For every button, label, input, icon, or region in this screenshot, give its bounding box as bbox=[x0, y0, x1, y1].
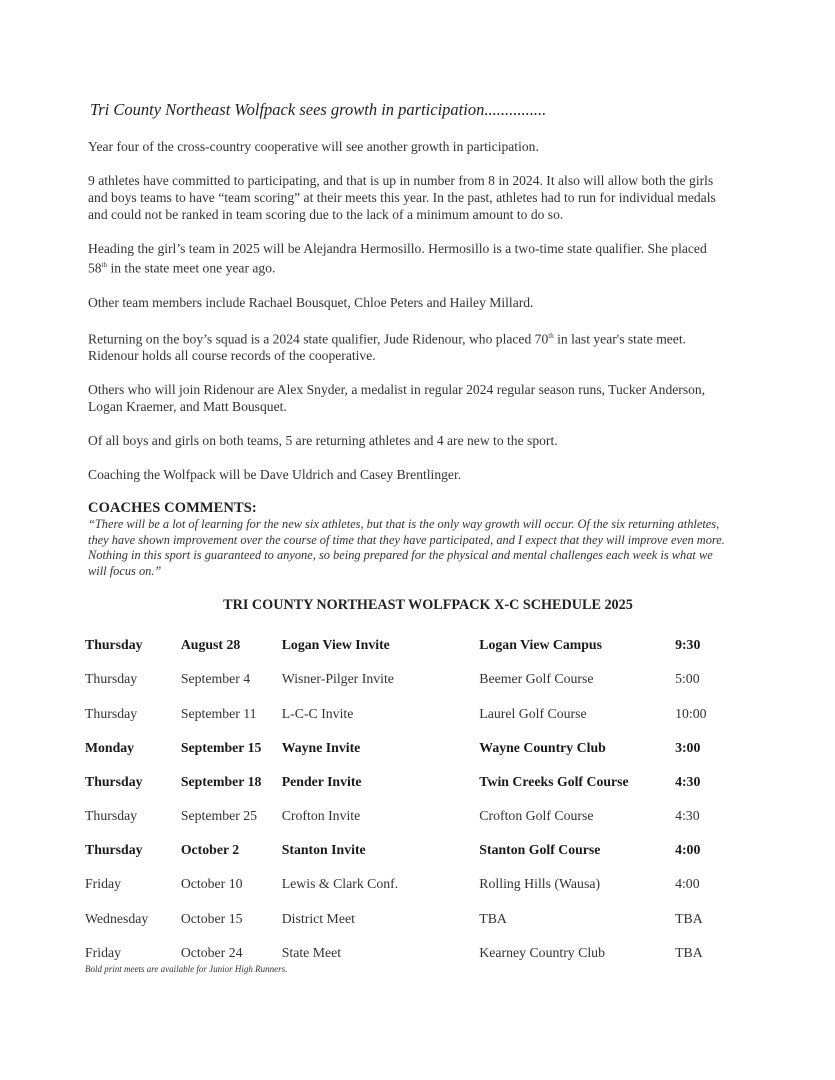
schedule-event: Logan View Invite bbox=[281, 637, 390, 653]
schedule-location: TBA bbox=[479, 910, 507, 926]
schedule-time: 4:00 bbox=[675, 842, 701, 858]
schedule-event: Stanton Invite bbox=[281, 842, 366, 858]
schedule-date: September 4 bbox=[180, 671, 251, 687]
schedule-location: Rolling Hills (Wausa) bbox=[479, 876, 601, 892]
schedule-location: Laurel Golf Course bbox=[479, 705, 587, 721]
schedule-row bbox=[85, 833, 725, 867]
schedule-location: Twin Creeks Golf Course bbox=[479, 773, 629, 789]
hermosillo-text-end: in the state meet one year ago. bbox=[107, 260, 276, 276]
schedule-date: August 28 bbox=[180, 637, 241, 653]
paragraph-girls-team bbox=[88, 240, 728, 277]
schedule-date: October 10 bbox=[180, 876, 243, 892]
schedule-event: Crofton Invite bbox=[281, 808, 361, 824]
schedule-day: Thursday bbox=[85, 842, 143, 858]
schedule-day: Thursday bbox=[85, 808, 138, 824]
schedule-day: Thursday bbox=[85, 705, 138, 721]
schedule-row bbox=[85, 902, 725, 936]
schedule-row bbox=[85, 799, 725, 833]
schedule-table bbox=[85, 628, 725, 970]
paragraph-boys-squad bbox=[88, 328, 728, 365]
schedule-day: Thursday bbox=[85, 671, 138, 687]
article-headline: Tri County Northeast Wolfpack sees growth in participation............... bbox=[90, 100, 547, 119]
schedule-row bbox=[85, 765, 725, 799]
schedule-location: Beemer Golf Course bbox=[479, 671, 594, 687]
schedule-time: TBA bbox=[675, 944, 703, 960]
schedule-event: State Meet bbox=[281, 944, 342, 960]
ridenour-text-end: in last year's state meet. Ridenour holds all course records of the cooperative. bbox=[88, 331, 687, 364]
schedule-event: District Meet bbox=[281, 910, 355, 926]
schedule-day: Friday bbox=[85, 876, 122, 892]
schedule-location: Crofton Golf Course bbox=[479, 808, 594, 824]
schedule-row bbox=[85, 662, 725, 696]
paragraph-returning-count: Of all boys and girls on both teams, 5 are returning athletes and 4 are new to the sport. bbox=[88, 433, 558, 449]
schedule-event: Lewis & Clark Conf. bbox=[281, 876, 399, 892]
paragraph-year-four: Year four of the cross-country cooperative will see another growth in participation. bbox=[88, 139, 539, 154]
schedule-time: 10:00 bbox=[675, 705, 707, 721]
schedule-row bbox=[85, 867, 725, 901]
schedule-date: September 11 bbox=[180, 705, 257, 721]
schedule-time: 5:00 bbox=[675, 671, 700, 687]
schedule-date: October 15 bbox=[180, 910, 243, 926]
schedule-date: September 18 bbox=[180, 773, 262, 789]
schedule-time: 3:00 bbox=[675, 739, 701, 755]
schedule-time: 4:30 bbox=[675, 773, 701, 789]
schedule-row bbox=[85, 731, 725, 765]
schedule-event: Wisner-Pilger Invite bbox=[281, 671, 394, 687]
schedule-day: Wednesday bbox=[85, 910, 149, 926]
schedule-time: 4:30 bbox=[675, 808, 700, 824]
schedule-time: 4:00 bbox=[675, 876, 700, 892]
coaches-comments-heading: COACHES COMMENTS: bbox=[88, 500, 257, 517]
ridenour-text-start: Returning on the boy’s squad is a 2024 state qualifier, Jude Ridenour, who placed 70 bbox=[88, 331, 549, 347]
schedule-event: Pender Invite bbox=[281, 773, 362, 789]
schedule-time: TBA bbox=[675, 910, 703, 926]
hermosillo-ordinal: th bbox=[101, 261, 108, 269]
schedule-footnote: Bold print meets are available for Junior High Runners. bbox=[85, 963, 288, 974]
schedule-day: Thursday bbox=[85, 773, 143, 789]
paragraph-athletes-committed: 9 athletes have committed to participating, and that is up in number from 8 in 2024. It also will allow both the girls and boys teams to have “team scoring” at their meets this year. In the past, athletes had to run for individual medals and could not be ranked in team scoring due to the lack of a minimum amount to do so. bbox=[88, 173, 716, 222]
schedule-day: Monday bbox=[85, 739, 135, 755]
paragraph-other-girls: Other team members include Rachael Bousquet, Chloe Peters and Hailey Millard. bbox=[88, 294, 534, 310]
schedule-row bbox=[85, 696, 725, 730]
schedule-day: Thursday bbox=[85, 637, 143, 653]
coaches-quote: “There will be a lot of learning for the new six athletes, but that is the only way growth will occur. Of the six returning athletes, they have shown improvement over the course of time that they have participated, and I expect that they will improve even more. Nothing in this sport is guaranteed to anyone, so being prepared for the physical and mental challenges each week is what we will focus on.” bbox=[88, 517, 725, 578]
schedule-date: September 15 bbox=[180, 739, 262, 755]
schedule-date: October 2 bbox=[180, 842, 240, 858]
schedule-location: Stanton Golf Course bbox=[479, 842, 601, 858]
document-page bbox=[85, 100, 728, 974]
schedule-location: Wayne Country Club bbox=[479, 739, 606, 755]
schedule-time: 9:30 bbox=[675, 637, 701, 653]
schedule-location: Logan View Campus bbox=[479, 637, 602, 653]
schedule-date: October 24 bbox=[180, 944, 243, 960]
schedule-event: Wayne Invite bbox=[281, 739, 361, 755]
hermosillo-text-start: Heading the girl’s team in 2025 will be Alejandra Hermosillo. Hermosillo is a two-time state qualifier. She placed 58 bbox=[88, 241, 707, 276]
schedule-event: L-C-C Invite bbox=[281, 705, 354, 721]
schedule-row bbox=[85, 628, 725, 662]
ridenour-ordinal: th bbox=[548, 331, 554, 340]
schedule-date: September 25 bbox=[180, 808, 258, 824]
schedule-title: TRI COUNTY NORTHEAST WOLFPACK X-C SCHEDULE 2025 bbox=[223, 597, 633, 614]
schedule-day: Friday bbox=[85, 944, 122, 960]
schedule-location: Kearney Country Club bbox=[479, 944, 605, 960]
paragraph-coaches: Coaching the Wolfpack will be Dave Uldrich and Casey Brentlinger. bbox=[88, 467, 462, 483]
paragraph-other-boys: Others who will join Ridenour are Alex Snyder, a medalist in regular 2024 regular season runs, Tucker Anderson, Logan Kraemer, and Matt Bousquet. bbox=[88, 382, 706, 415]
